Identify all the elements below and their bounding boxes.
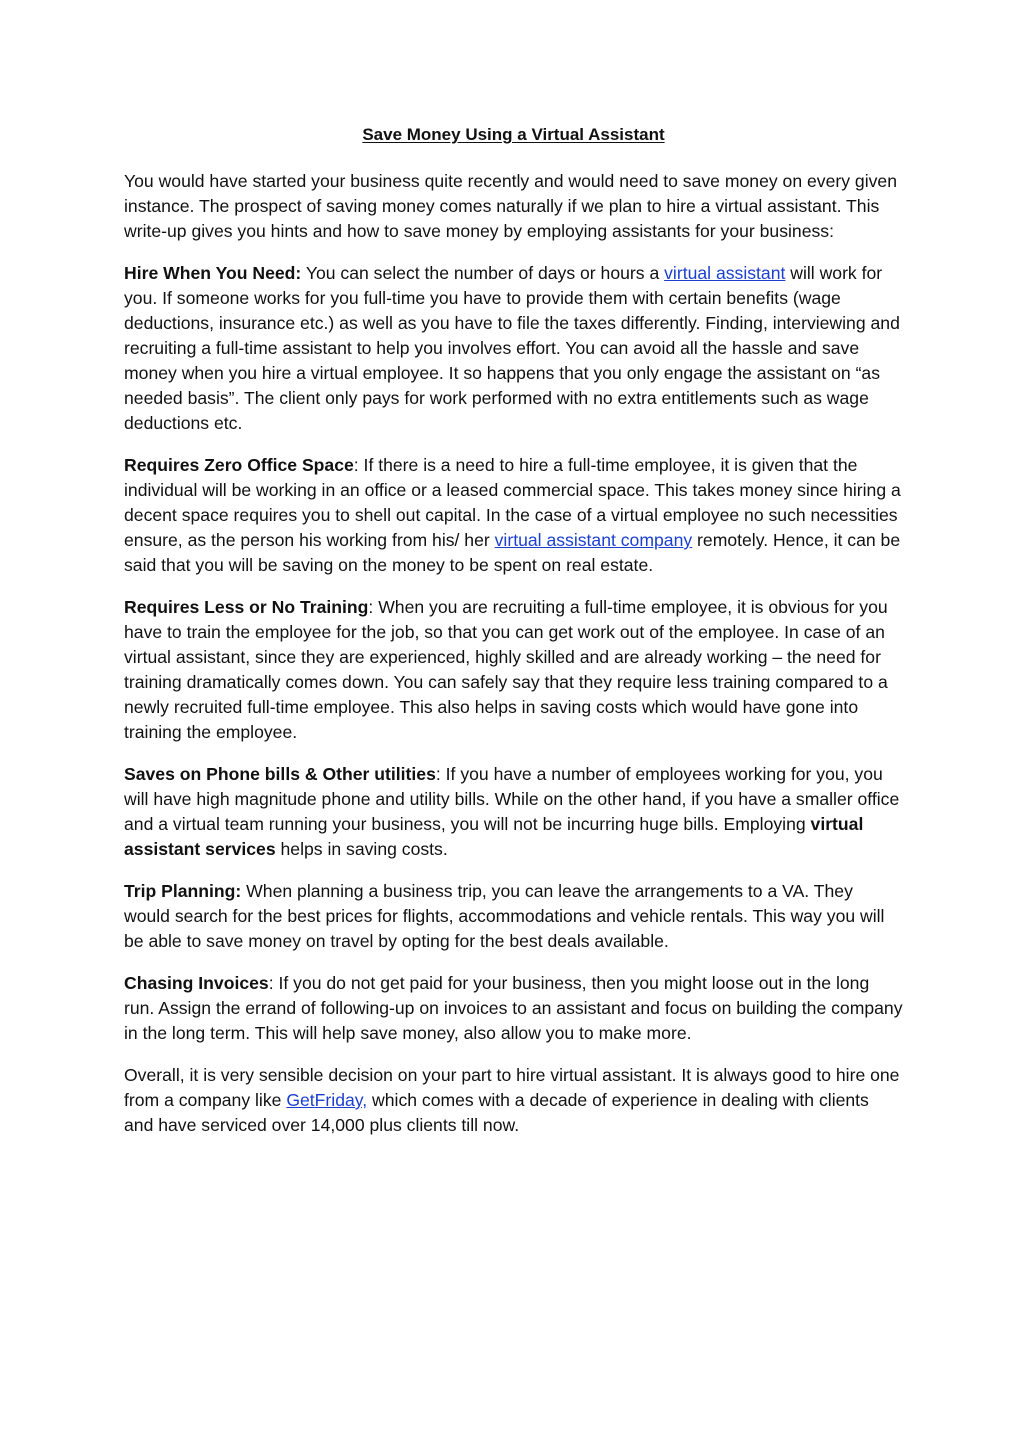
conclusion-text: Overall, it is very sensible decision on your part to hire virtual assistant. It is always good to hire one from a company like: [124, 1065, 900, 1110]
section-text: will work for you. If someone works for you full-time you have to provide them with certain benefits (wage deductions, insurance etc.) as well as you have to file the taxes differently. Finding, interviewing and recruiting a full-time assistant to help you involves effort. You can avoid all the hassle and save money when you hire a virtual employee. It so happens that you only engage the assistant on “as needed basis”. The client only pays for work performed with no extra entitlements such as wage deductions etc.: [124, 263, 900, 433]
intro-paragraph: You would have started your business quite recently and would need to save money on every given instance. The prospect of saving money comes naturally if we plan to hire a virtual assistant. This write-up gives you hints and how to save money by employing assistants for your business:: [124, 171, 897, 241]
section-heading: Chasing Invoices: [124, 973, 269, 993]
section-trip-planning: [124, 879, 903, 954]
getfriday-link[interactable]: GetFriday,: [286, 1090, 368, 1110]
virtual-assistant-company-link[interactable]: virtual assistant company: [494, 530, 693, 550]
section-text: : When you are recruiting a full-time employee, it is obvious for you have to train the employee for the job, so that you can get work out of the employee. In case of an virtual assistant, since they are experienced, highly skilled and are already working – the need for training dramatically comes down. You can safely say that they require less training compared to a newly recruited full-time employee. This also helps in saving costs which would have gone into training the employee.: [124, 597, 888, 742]
section-hire-when-you-need: [124, 261, 903, 436]
section-heading: Requires Less or No Training: [124, 597, 369, 617]
section-heading: Requires Zero Office Space: [124, 455, 354, 475]
section-heading: Trip Planning:: [124, 881, 242, 901]
section-text: : If you have a number of employees working for you, you will have high magnitude phone and utility bills. While on the other hand, if you have a smaller office and a virtual team running your business, you will not be incurring huge bills. Employing: [124, 764, 900, 834]
bold-phrase: virtual assistant services: [124, 814, 864, 859]
document-title: Save Money Using a Virtual Assistant: [362, 125, 665, 144]
section-text: : If you do not get paid for your business, then you might loose out in the long run. Assign the errand of following-up on invoices to an assistant and focus on building the company in the long term. This will help save money, also allow you to make more.: [124, 973, 903, 1043]
conclusion-paragraph: [124, 1063, 903, 1138]
section-text: When planning a business trip, you can leave the arrangements to a VA. They would search for the best prices for flights, accommodations and vehicle rentals. This way you will be able to save money on travel by opting for the best deals available.: [124, 881, 885, 951]
section-text: : If there is a need to hire a full-time employee, it is given that the individual will be working in an office or a leased commercial space. This takes money since hiring a decent space requires you to shell out capital. In the case of a virtual employee no such necessities ensure, as the person his working from his/ her: [124, 455, 901, 550]
section-text: remotely. Hence, it can be said that you will be saving on the money to be spent on real estate.: [124, 530, 901, 575]
section-zero-office-space: [124, 453, 903, 578]
section-heading: Hire When You Need:: [124, 263, 302, 283]
section-phone-bills: [124, 762, 903, 862]
conclusion-text: which comes with a decade of experience in dealing with clients and have serviced over 14,000 plus clients till now.: [124, 1090, 869, 1135]
section-text: You can select the number of days or hours a: [301, 263, 665, 283]
section-text: helps in saving costs.: [275, 839, 448, 859]
section-less-training: [124, 595, 903, 745]
section-heading: Saves on Phone bills & Other utilities: [124, 764, 436, 784]
section-chasing-invoices: [124, 971, 903, 1046]
virtual-assistant-link[interactable]: virtual assistant: [664, 263, 786, 283]
